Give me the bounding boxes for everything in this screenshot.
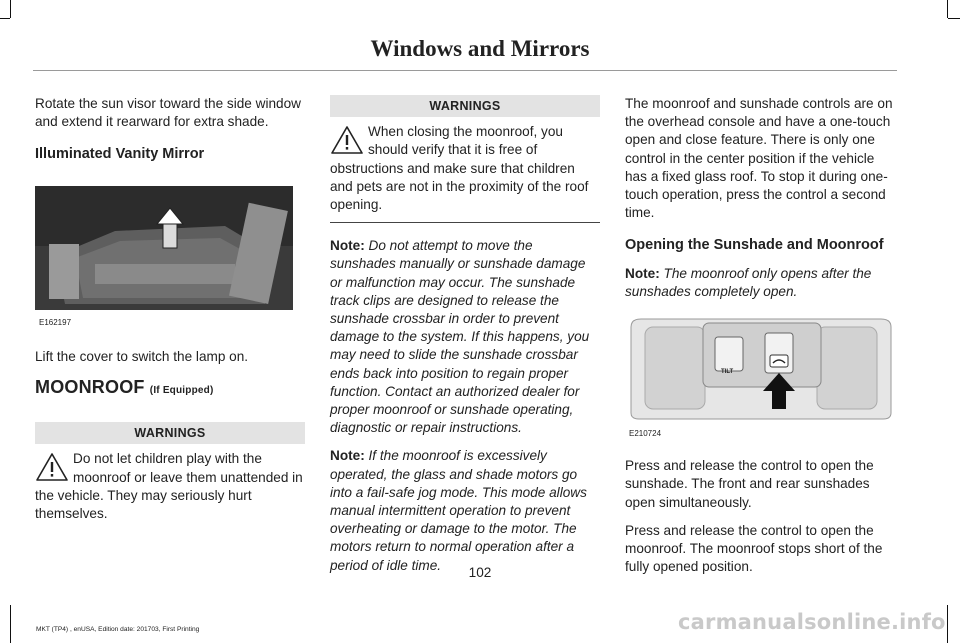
- warning-text: Do not let children play with the moonroof or leave them unattended in the vehicle. They may seriously hurt themselves.: [35, 451, 303, 522]
- open-moonroof-text: Press and release the control to open the moonroof. The moonroof stops short of the fully opened position.: [625, 522, 883, 575]
- note-sunshade: [330, 237, 600, 437]
- crop-mark-top-right-h: [948, 18, 960, 19]
- lift-cover-text: Lift the cover to switch the lamp on.: [35, 348, 249, 364]
- vanity-mirror-heading: Illuminated Vanity Mirror: [35, 146, 205, 163]
- column-right: [625, 95, 897, 586]
- note-fail-safe: [330, 447, 600, 574]
- footer-edition: MKT (TP4) , enUSA, Edition date: 201703, First Printing: [36, 626, 200, 633]
- figure-code: E210724: [629, 429, 662, 439]
- controls-intro-text: The moonroof and sunshade controls are on the overhead console and have a one-touch open and close feature. There is only one control in the center position if the vehicle has a fixed glass roof. To stop it during one-touch operation, press the control a second time.: [625, 96, 893, 221]
- moonroof-heading-main: MOONROOF: [35, 377, 145, 398]
- note-label: Note:: [330, 448, 365, 464]
- open-sunshade-text: Press and release the control to open the sunshade. The front and rear sunshades open simultaneously.: [625, 458, 874, 510]
- warnings-heading: WARNINGS: [330, 95, 600, 117]
- note-open-order: [625, 265, 897, 301]
- warning-triangle-icon: [330, 125, 364, 155]
- note-label: Note:: [625, 265, 660, 281]
- vanity-mirror-figure: [35, 186, 305, 332]
- figure-code: E162197: [39, 317, 72, 327]
- warning-rule: [330, 222, 600, 223]
- page-title: Windows and Mirrors: [370, 36, 590, 61]
- warnings-heading: WARNINGS: [35, 422, 305, 444]
- note-text: If the moonroof is excessively operated, the glass and shade motors go into a fail-safe jog mode. This mode allows manual intermittent operation to prevent overheating or damage to the motor. The motors return to normal operation after a period of idle time.: [330, 448, 587, 573]
- crop-mark-top-right-v: [947, 0, 948, 18]
- overhead-console-illustration: [625, 315, 897, 421]
- moonroof-heading: [35, 378, 305, 400]
- note-text: Do not attempt to move the sunshades manually or sunshade damage or malfunction may occur. The sunshade track clips are designed to release the sunshade crossbar in order to prevent damage to the system. If this happens, you may need to slide the sunshade crossbar ends back into position to regain proper function. Contact an authorized dealer for proper moonroof or sunshade operating, diagnostic or repair instructions.: [330, 238, 590, 436]
- crop-mark-top-left-v: [10, 0, 11, 18]
- page-number: 102: [468, 565, 492, 580]
- crop-mark-bottom-right-v: [947, 605, 948, 643]
- opening-heading: Opening the Sunshade and Moonroof: [625, 237, 884, 254]
- warning-text: When closing the moonroof, you should verify that it is free of obstructions and make sure that children and pets are not in the proximity of the roof opening.: [330, 124, 589, 213]
- tilt-label: TILT: [721, 369, 734, 376]
- note-text: The moonroof only opens after the sunshades completely open.: [625, 265, 872, 299]
- watermark: carmanualsonline.info: [678, 610, 946, 634]
- sun-visor-text: Rotate the sun visor toward the side window and extend it rearward for extra shade.: [35, 96, 301, 130]
- crop-mark-bottom-left-v: [10, 605, 11, 643]
- column-left: [35, 95, 305, 523]
- moonroof-heading-equipped: (If Equipped): [149, 385, 214, 397]
- crop-mark-top-left-h: [0, 18, 10, 19]
- warning-block: [330, 123, 600, 214]
- note-label: Note:: [330, 238, 365, 254]
- vanity-mirror-illustration: [35, 186, 293, 310]
- overhead-console-figure: [625, 315, 897, 443]
- warning-triangle-icon: [35, 452, 69, 482]
- column-middle: [330, 95, 600, 585]
- title-rule: [33, 70, 897, 71]
- warning-block: [35, 450, 305, 523]
